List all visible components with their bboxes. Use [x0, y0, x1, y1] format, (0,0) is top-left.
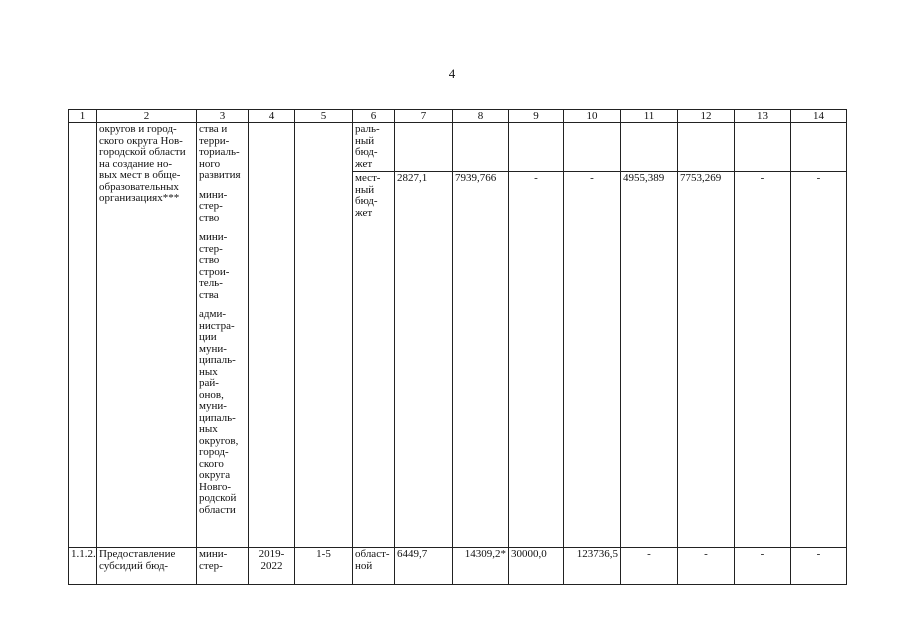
header-cell: 12 — [678, 110, 735, 123]
executor-line: стер- — [199, 242, 223, 255]
header-cell: 6 — [353, 110, 395, 123]
budget-line: жет — [355, 157, 373, 170]
table-row — [69, 123, 847, 172]
value-cell: - — [735, 172, 791, 548]
header-cell: 13 — [735, 110, 791, 123]
value-cell: 14309,2* — [453, 548, 509, 585]
executor-line: муни- — [199, 400, 227, 412]
target-cell — [295, 123, 353, 548]
measure-name-cell — [97, 123, 197, 548]
header-cell: 2 — [97, 110, 197, 123]
budget-line: мест- — [355, 172, 381, 184]
value-cell: 2827,1 — [395, 172, 453, 548]
executor-line: строи- — [199, 265, 230, 278]
executor-line: тель- — [199, 277, 223, 289]
header-cell: 1 — [69, 110, 97, 123]
row-number-cell — [69, 123, 97, 548]
executor-line: ство — [199, 211, 220, 224]
value-cell — [735, 123, 791, 172]
value-cell: 7753,269 — [678, 172, 735, 548]
executor-line: развития — [199, 169, 241, 181]
measure-name-line: организациях*** — [99, 192, 180, 204]
executor-line: ского — [199, 457, 224, 470]
program-table — [68, 109, 847, 585]
executor-line: мини- — [199, 188, 228, 201]
executor-line: ции — [199, 331, 217, 343]
value-cell: - — [509, 172, 564, 548]
executor-cell — [197, 123, 249, 548]
executor-line: стер- — [199, 559, 223, 572]
executor-line: ципаль- — [199, 411, 236, 424]
executor-line: стер- — [199, 200, 223, 212]
value-cell: - — [621, 548, 678, 585]
value-cell: 7939,766 — [453, 172, 509, 548]
measure-name-line: Предоставление — [99, 548, 176, 560]
header-cell: 5 — [295, 110, 353, 123]
budget-line: жет — [355, 206, 373, 219]
value-cell: 6449,7 — [395, 548, 453, 585]
executor-line: терри- — [199, 134, 230, 147]
row-number-cell: 1.1.2. — [69, 548, 97, 585]
executor-line: нистра- — [199, 319, 235, 332]
executor-line: округов, — [199, 434, 239, 447]
executor-line: рай- — [199, 377, 219, 389]
measure-name-cell — [97, 548, 197, 585]
executor-line: адми- — [199, 308, 226, 320]
measure-name-line: округов и город- — [99, 123, 177, 135]
value-cell: 123736,5 — [564, 548, 621, 585]
budget-line: ной — [355, 559, 373, 572]
value-cell: - — [678, 548, 735, 585]
value-cell — [678, 123, 735, 172]
years-cell — [249, 548, 295, 585]
header-cell: 3 — [197, 110, 249, 123]
budget-line: бюд- — [355, 146, 378, 158]
executor-line: округа — [199, 469, 231, 481]
measure-name-line: образовательных — [99, 180, 179, 193]
executor-line: ципаль- — [199, 354, 236, 366]
page-number: 4 — [448, 66, 456, 81]
executor-line: ного — [199, 157, 221, 170]
value-cell: 30000,0 — [509, 548, 564, 585]
years-line: 2022 — [260, 559, 283, 572]
executor-line: город- — [199, 446, 229, 458]
executor-line: мини- — [199, 548, 228, 560]
executor-line: ства и — [199, 123, 228, 135]
budget-source-cell — [353, 123, 395, 172]
executor-line: муни- — [199, 342, 227, 355]
measure-name-line: вых мест в обще- — [99, 169, 181, 181]
executor-line: мини- — [199, 231, 228, 243]
value-cell: 4955,389 — [621, 172, 678, 548]
measure-name-line: городской области — [99, 146, 186, 158]
target-cell: 1-5 — [295, 548, 353, 585]
header-cell: 10 — [564, 110, 621, 123]
value-cell — [509, 123, 564, 172]
executor-line: ных — [199, 423, 218, 435]
table-row — [69, 548, 847, 585]
header-cell: 8 — [453, 110, 509, 123]
value-cell: - — [735, 548, 791, 585]
years-line: 2019- — [258, 548, 285, 560]
header-cell: 7 — [395, 110, 453, 123]
executor-line: ство — [199, 254, 220, 266]
executor-line: онов, — [199, 388, 224, 401]
header-cell: 11 — [621, 110, 678, 123]
header-row — [69, 110, 847, 123]
executor-line: родской — [199, 492, 237, 504]
executor-cell — [197, 548, 249, 585]
executor-line: Новго- — [199, 480, 232, 493]
executor-line: области — [199, 503, 236, 516]
executor-line: ториаль- — [199, 146, 240, 158]
header-cell: 14 — [791, 110, 847, 123]
budget-line: раль- — [355, 123, 380, 135]
value-cell — [621, 123, 678, 172]
budget-line: бюд- — [355, 195, 378, 207]
budget-line: област- — [355, 548, 390, 560]
measure-name-line: субсидий бюд- — [99, 559, 169, 572]
value-cell — [453, 123, 509, 172]
budget-source-cell — [353, 172, 395, 548]
value-cell: - — [791, 172, 847, 548]
years-cell — [249, 123, 295, 548]
value-cell — [564, 123, 621, 172]
value-cell — [395, 123, 453, 172]
measure-name-line: на создание но- — [99, 157, 172, 170]
value-cell — [791, 123, 847, 172]
budget-line: ный — [355, 183, 375, 196]
executor-line: ных — [199, 365, 218, 378]
budget-source-cell — [353, 548, 395, 585]
header-cell: 9 — [509, 110, 564, 123]
executor-line: ства — [199, 288, 219, 301]
value-cell: - — [791, 548, 847, 585]
budget-line: ный — [355, 134, 375, 147]
measure-name-line: ского округа Нов- — [99, 134, 183, 147]
value-cell: - — [564, 172, 621, 548]
header-cell: 4 — [249, 110, 295, 123]
